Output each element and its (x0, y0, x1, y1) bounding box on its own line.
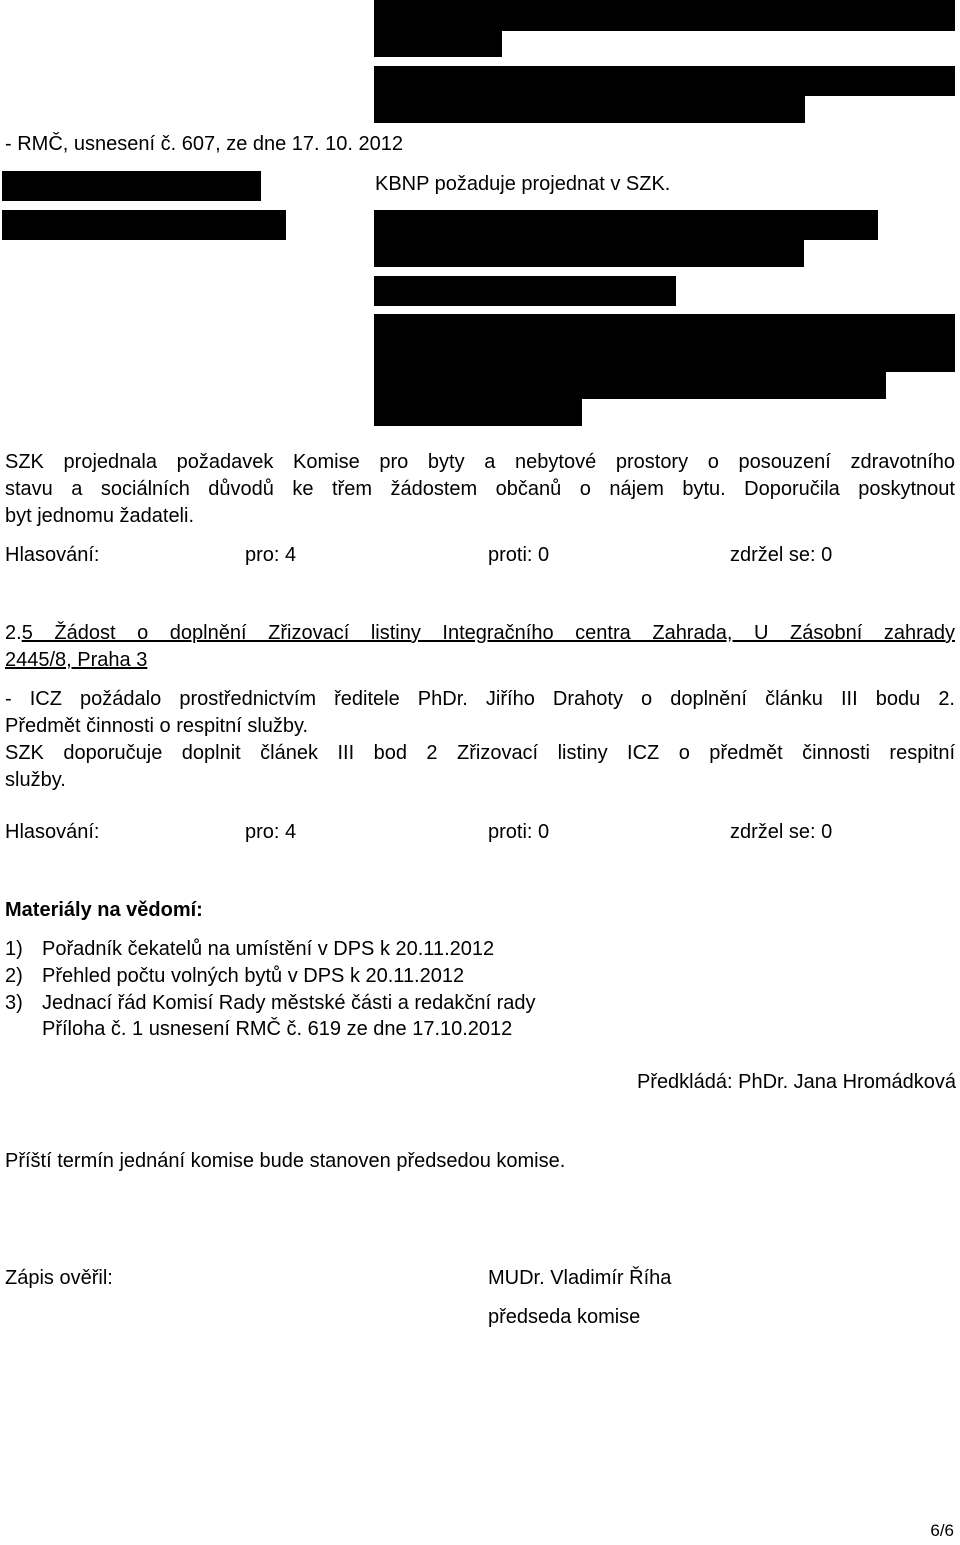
item-body-line: Předmět činnosti o respitní služby. (5, 715, 309, 737)
redaction-bar (2, 171, 261, 201)
szk-paragraph-line: stavu a sociálních důvodů ke třem žádostem občanů o nájem bytu. Doporučila poskytnout (5, 478, 955, 500)
redaction-bar (374, 0, 955, 31)
vote-zdrzel: zdržel se: 0 (730, 544, 833, 566)
szk-paragraph-line: SZK projednala požadavek Komise pro byty a nebytové prostory o posouzení zdravotního (5, 451, 955, 473)
redaction-bar (374, 399, 582, 426)
redaction-bar (374, 372, 886, 399)
materials-item: Pořadník čekatelů na umístění v DPS k 20.11.2012 (42, 938, 495, 960)
materials-item: Jednací řád Komisí Rady městské části a redakční rady (42, 992, 536, 1014)
redaction-bar (2, 210, 286, 240)
vote-label: Hlasování: (5, 544, 100, 566)
materials-item-continuation: Příloha č. 1 usnesení RMČ č. 619 ze dne 17.10.2012 (42, 1018, 513, 1040)
vote-label: Hlasování: (5, 821, 100, 843)
vote-zdrzel: zdržel se: 0 (730, 821, 833, 843)
item-title-line (5, 620, 955, 646)
materials-item-number: 2) (5, 965, 23, 987)
rmc-resolution-line: - RMČ, usnesení č. 607, ze dne 17. 10. 2012 (5, 133, 404, 155)
materials-item: Přehled počtu volných bytů v DPS k 20.11.2012 (42, 965, 465, 987)
redaction-bar (374, 314, 955, 372)
item-body-line: - ICZ požádalo prostřednictvím ředitele PhDr. Jiřího Drahoty o doplnění článku III bodu 2. (5, 688, 955, 710)
signature-label: Zápis ověřil: (5, 1267, 113, 1289)
vote-proti: proti: 0 (488, 821, 550, 843)
kbnp-request-line: KBNP požaduje projednat v SZK. (375, 173, 671, 195)
vote-pro: pro: 4 (245, 544, 297, 566)
redaction-bar (374, 210, 878, 240)
item-body-line: SZK doporučuje doplnit článek III bod 2 Zřizovací listiny ICZ o předmět činnosti respitní (5, 742, 955, 764)
vote-proti: proti: 0 (488, 544, 550, 566)
materials-item-number: 3) (5, 992, 23, 1014)
redaction-bar (374, 96, 805, 123)
redaction-bar (374, 276, 676, 306)
item-body-line: služby. (5, 769, 66, 791)
item-number: 2. (5, 622, 22, 644)
szk-paragraph-line: byt jednomu žadateli. (5, 505, 195, 527)
redaction-bar (374, 31, 502, 57)
page-number: 6/6 (930, 1521, 954, 1540)
item-title-line: 2445/8, Praha 3 (5, 649, 148, 671)
next-meeting-note: Příští termín jednání komise bude stanoven předsedou komise. (5, 1150, 566, 1172)
materials-item-number: 1) (5, 938, 23, 960)
vote-pro: pro: 4 (245, 821, 297, 843)
item-title: 5 Žádost o doplnění Zřizovací listiny Integračního centra Zahrada, U Zásobní zahrady (21, 622, 955, 644)
presented-by: Předkládá: PhDr. Jana Hromádková (636, 1071, 956, 1093)
redaction-bar (374, 240, 804, 267)
signature-name: MUDr. Vladimír Říha (488, 1267, 672, 1289)
materials-heading: Materiály na vědomí: (5, 899, 203, 921)
signature-role: předseda komise (488, 1306, 641, 1328)
redaction-bar (374, 66, 955, 96)
